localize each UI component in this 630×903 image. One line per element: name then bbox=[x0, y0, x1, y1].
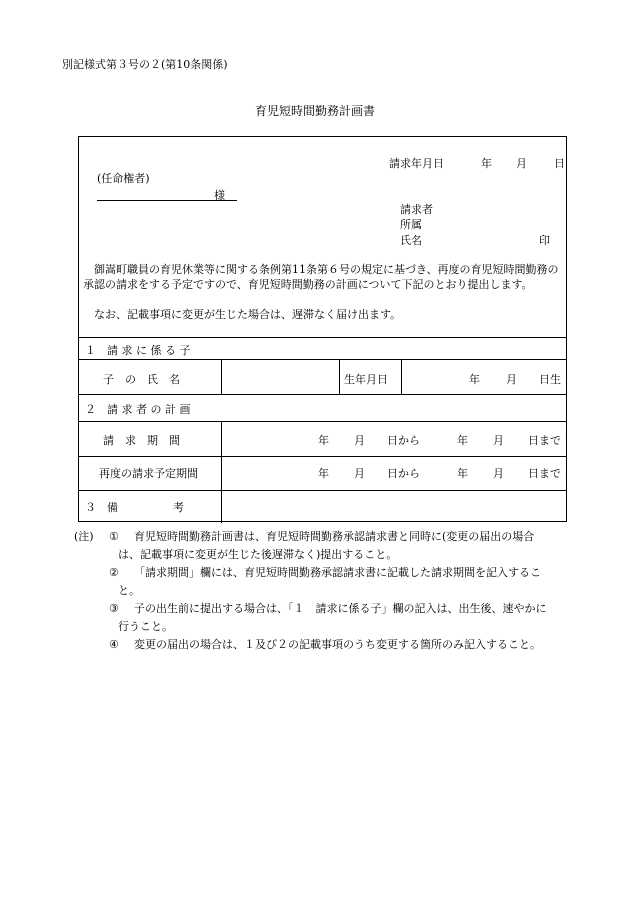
section2-heading: ２ 請 求 者 の 計 画 bbox=[85, 403, 191, 416]
notes-prefix: (注) bbox=[74, 530, 94, 543]
period-from-year[interactable]: 年 bbox=[318, 434, 329, 447]
note-3-line2: 行うこと。 bbox=[118, 620, 173, 633]
redo-from-month[interactable]: 月 bbox=[354, 467, 365, 480]
birth-year[interactable]: 年 bbox=[469, 373, 480, 386]
requester-name-label: 氏名 bbox=[400, 234, 422, 247]
child-name-field[interactable] bbox=[231, 367, 331, 387]
note-4-line1: 変更の届出の場合は、１及び２の記載事項のうち変更する箇所のみ記入すること。 bbox=[134, 638, 541, 651]
section1-heading: １ 請 求 に 係 る 子 bbox=[85, 344, 191, 357]
note-2-line2: と。 bbox=[118, 584, 140, 597]
note-1-line1: 育児短時間勤務計画書は、育児短時間勤務承認請求書と同時に(変更の届出の場合 bbox=[134, 530, 535, 543]
period-from-month[interactable]: 月 bbox=[354, 434, 365, 447]
remarks-field[interactable] bbox=[229, 495, 559, 519]
redo-to-year[interactable]: 年 bbox=[457, 467, 468, 480]
request-body-text: 御嵩町職員の育児休業等に関する条例第11条第６号の規定に基づき、再度の育児短時間勤務の承認の請求をする予定ですので、育児短時間勤務の計画について下記のとおり提出します。 bbox=[83, 263, 559, 291]
request-date-year[interactable]: 年 bbox=[481, 157, 492, 170]
note-3-line1: 子の出生前に提出する場合は、「１ 請求に係る子」欄の記入は、出生後、速やかに bbox=[134, 602, 547, 615]
period-to-day[interactable]: 日まで bbox=[528, 434, 561, 447]
redo-period-label: 再度の請求予定期間 bbox=[99, 467, 198, 480]
birth-day[interactable]: 日生 bbox=[539, 373, 561, 386]
request-date-month[interactable]: 月 bbox=[516, 157, 527, 170]
note-3-num: ③ bbox=[109, 602, 119, 615]
affiliation-label: 所属 bbox=[400, 218, 422, 231]
note-2-num: ② bbox=[109, 566, 119, 579]
redo-from-year[interactable]: 年 bbox=[318, 467, 329, 480]
appointer-label: (任命権者) bbox=[97, 172, 150, 185]
note-2-line1: 「請求期間」欄には、育児短時間勤務承認請求書に記載した請求期間を記入するこ bbox=[134, 566, 541, 579]
honorific-sama: 様 bbox=[214, 189, 225, 202]
remarks-label: ３ 備 考 bbox=[85, 501, 184, 514]
note-1-num: ① bbox=[109, 530, 119, 543]
appointer-name-line[interactable] bbox=[97, 200, 237, 201]
form-table bbox=[78, 136, 567, 522]
birth-month[interactable]: 月 bbox=[506, 373, 517, 386]
period-from-day[interactable]: 日から bbox=[387, 434, 420, 447]
request-change-notice: なお、記載事項に変更が生じた場合は、遅滞なく届け出ます。 bbox=[83, 308, 402, 321]
note-4-num: ④ bbox=[109, 638, 119, 651]
request-period-label: 請 求 期 間 bbox=[103, 434, 180, 447]
form-number-note: 別記様式第３号の２(第10条関係) bbox=[62, 58, 228, 71]
period-to-year[interactable]: 年 bbox=[457, 434, 468, 447]
requester-label: 請求者 bbox=[400, 203, 433, 216]
birth-date-label: 生年月日 bbox=[344, 373, 388, 386]
redo-to-month[interactable]: 月 bbox=[493, 467, 504, 480]
redo-from-day[interactable]: 日から bbox=[387, 467, 420, 480]
child-name-label: 子 の 氏 名 bbox=[103, 373, 180, 386]
note-1-line2: は、記載事項に変更が生じた後遅滞なく)提出すること。 bbox=[118, 548, 398, 561]
document-title: 育児短時間勤務計画書 bbox=[254, 104, 375, 118]
request-date-label: 請求年月日 bbox=[389, 157, 444, 170]
period-to-month[interactable]: 月 bbox=[493, 434, 504, 447]
redo-to-day[interactable]: 日まで bbox=[528, 467, 561, 480]
request-date-day[interactable]: 日 bbox=[554, 157, 565, 170]
seal-mark: 印 bbox=[539, 234, 550, 247]
